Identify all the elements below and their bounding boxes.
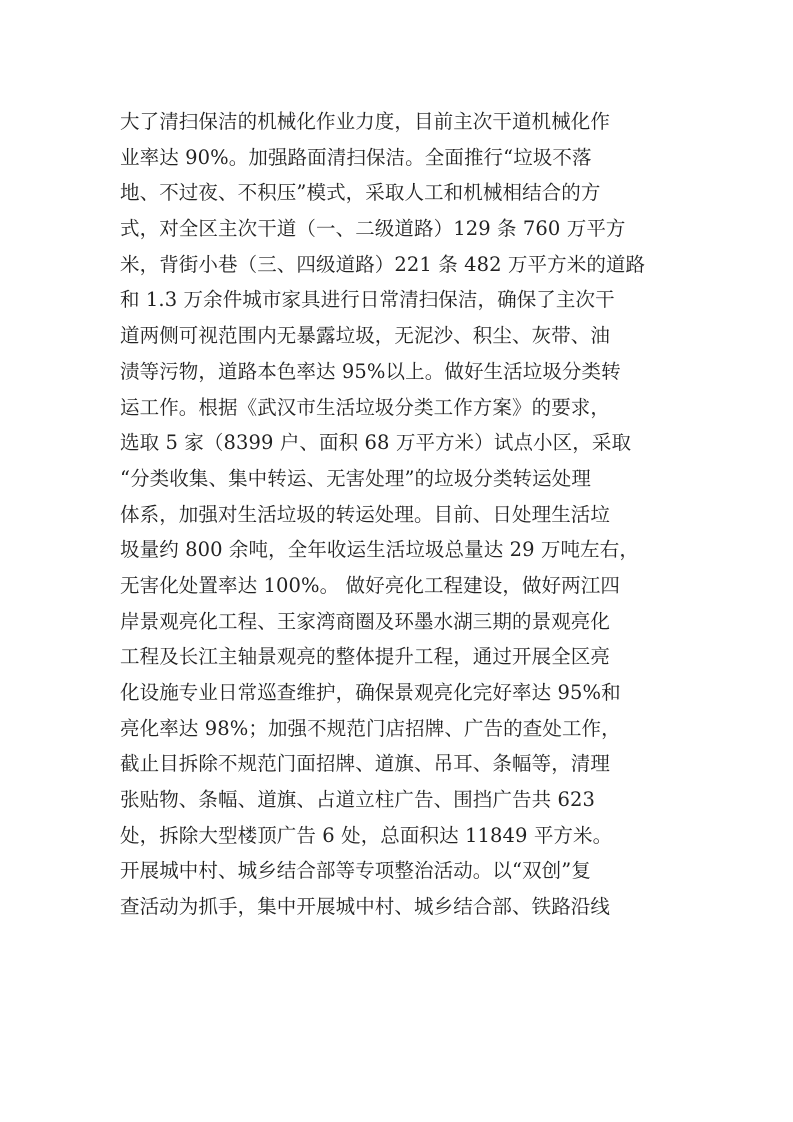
text-line: 式，对全区主次干道（一、二级道路）129 条 760 万平方 bbox=[120, 217, 626, 241]
text-line: 处，拆除大型楼顶广告 6 处，总面积达 11849 平方米。 bbox=[120, 823, 613, 847]
text-line: 岸景观亮化工程、王家湾商圈及环墨水湖三期的景观亮化 bbox=[120, 609, 611, 633]
text-line: 圾量约 800 余吨，全年收运生活垃圾总量达 29 万吨左右， bbox=[120, 538, 639, 562]
text-line: 业率达 90%。加强路面清扫保洁。全面推行“垃圾不落 bbox=[120, 145, 592, 169]
body-text bbox=[120, 104, 680, 925]
text-line: “分类收集、集中转运、无害处理”的垃圾分类转运处理 bbox=[120, 466, 591, 490]
text-line: 道两侧可视范围内无暴露垃圾，无泥沙、积尘、灰带、油 bbox=[120, 324, 611, 348]
text-line: 和 1.3 万余件城市家具进行日常清扫保洁，确保了主次干 bbox=[120, 288, 615, 312]
text-line: 化设施专业日常巡查维护，确保景观亮化完好率达 95%和 bbox=[120, 681, 621, 704]
text-line: 大了清扫保洁的机械化作业力度，目前主次干道机械化作 bbox=[120, 110, 611, 133]
text-line: 运工作。根据《武汉市生活垃圾分类工作方案》的要求， bbox=[120, 395, 611, 419]
text-line: 张贴物、条幅、道旗、占道立柱广告、围挡广告共 623 bbox=[120, 788, 596, 812]
text-line: 米，背街小巷（三、四级道路）221 条 482 万平方米的道路 bbox=[120, 252, 646, 276]
text-line: 工程及长江主轴景观亮的整体提升工程，通过开展全区亮 bbox=[120, 645, 611, 669]
text-line: 开展城中村、城乡结合部等专项整治活动。以“双创”复 bbox=[120, 859, 591, 883]
text-line: 体系，加强对生活垃圾的转运处理。目前、日处理生活垃 bbox=[120, 502, 611, 526]
text-line: 截止目拆除不规范门面招牌、道旗、吊耳、条幅等，清理 bbox=[120, 752, 611, 776]
text-line: 查活动为抓手，集中开展城中村、城乡结合部、铁路沿线 bbox=[120, 895, 611, 919]
text-line: 地、不过夜、不积压”模式，采取人工和机械相结合的方 bbox=[120, 181, 601, 205]
text-line: 无害化处置率达 100%。 做好亮化工程建设，做好两江四 bbox=[120, 573, 620, 597]
text-line: 渍等污物，道路本色率达 95%以上。做好生活垃圾分类转 bbox=[120, 359, 621, 383]
text-line: 亮化率达 98%；加强不规范门店招牌、广告的查处工作， bbox=[120, 716, 621, 740]
text-line: 选取 5 家（8399 户、面积 68 万平方米）试点小区，采取 bbox=[120, 431, 632, 455]
